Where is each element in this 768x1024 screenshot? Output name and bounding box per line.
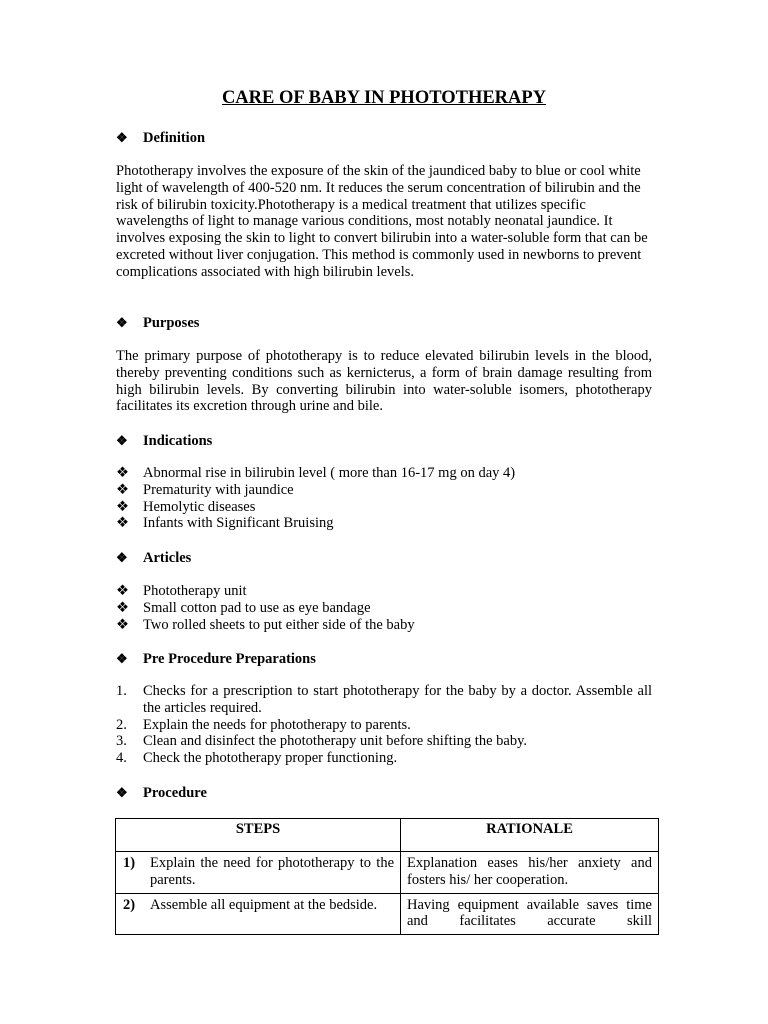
- diamond-bullet-icon: ❖: [116, 616, 129, 633]
- step-number: 1): [123, 855, 136, 871]
- list-item: 3. Clean and disinfect the phototherapy unit before shifting the baby.: [116, 733, 528, 750]
- list-item: ❖ Hemolytic diseases: [116, 498, 256, 515]
- section-heading-pre-procedure: [116, 650, 316, 668]
- list-item: 4. Check the phototherapy proper functioning.: [116, 750, 398, 767]
- list-item: 2. Explain the needs for phototherapy to parents.: [116, 716, 411, 733]
- heading-text: Procedure: [143, 785, 207, 801]
- diamond-bullet-icon: ❖: [116, 130, 128, 145]
- diamond-bullet-icon: ❖: [116, 515, 129, 532]
- section-heading-definition: [116, 129, 205, 147]
- list-number: 3.: [116, 733, 127, 750]
- step-text: Explain the need for phototherapy to the parents.: [150, 855, 394, 888]
- rationale-cell: Explanation eases his/her anxiety and fosters his/ her cooperation.: [401, 852, 659, 894]
- table-row: [116, 852, 659, 894]
- list-item: ❖ Phototherapy unit: [116, 583, 247, 599]
- diamond-bullet-icon: ❖: [116, 785, 128, 800]
- diamond-bullet-icon: ❖: [116, 315, 128, 330]
- step-number: 2): [123, 896, 136, 913]
- heading-text: Articles: [143, 550, 192, 566]
- diamond-bullet-icon: ❖: [116, 465, 129, 481]
- purposes-paragraph: The primary purpose of phototherapy is to reduce elevated bilirubin levels in the blood, thereby preventing conditions such as kernicterus, a form of brain damage resulting from high bilirubin levels. By converting bilirubin into water-soluble isomers, phototherapy facilitates its excretion through urine and bile.: [116, 348, 652, 415]
- heading-text: Pre Procedure Preparations: [143, 651, 316, 667]
- list-item: ❖ Two rolled sheets to put either side of the baby: [116, 616, 415, 633]
- indications-list: [116, 465, 652, 532]
- diamond-bullet-icon: ❖: [116, 583, 129, 599]
- list-item: ❖ Infants with Significant Bruising: [116, 515, 334, 532]
- column-header-steps: STEPS: [116, 819, 401, 852]
- diamond-bullet-icon: ❖: [116, 433, 128, 448]
- list-item: ❖ Abnormal rise in bilirubin level ( more than 16-17 mg on day 4): [116, 465, 516, 481]
- step-cell: [116, 852, 401, 894]
- heading-text: Indications: [143, 433, 213, 449]
- diamond-bullet-icon: ❖: [116, 599, 129, 616]
- section-heading-procedure: [116, 784, 207, 802]
- list-item: ❖ Small cotton pad to use as eye bandage: [116, 599, 371, 616]
- list-item: ❖ Prematurity with jaundice: [116, 481, 294, 498]
- list-number: 2.: [116, 716, 127, 733]
- diamond-bullet-icon: ❖: [116, 498, 129, 515]
- table-row: [116, 893, 659, 935]
- list-number: 1.: [116, 683, 127, 699]
- diamond-bullet-icon: ❖: [116, 651, 128, 666]
- heading-text: Definition: [143, 130, 206, 146]
- column-header-rationale: RATIONALE: [401, 819, 659, 852]
- list-number: 4.: [116, 750, 127, 767]
- definition-paragraph: Phototherapy involves the exposure of the skin of the jaundiced baby to blue or cool white light of wavelength of 400-520 nm. It reduces the serum concentration of bilirubin and the risk of bilirubin toxicity.Phototherapy is a medical treatment that utilizes specific wavelengths of light to manage various conditions, most notably neonatal jaundice. It involves exposing the skin to light to convert bilirubin into a water-soluble form that can be excreted without liver conjugation. This method is commonly used in newborns to prevent complications associated with high bilirubin levels.: [116, 163, 648, 280]
- heading-text: Purposes: [143, 315, 200, 331]
- articles-list: [116, 583, 652, 633]
- step-text: Assemble all equipment at the bedside.: [150, 896, 378, 913]
- diamond-bullet-icon: ❖: [116, 550, 128, 565]
- section-heading-articles: [116, 549, 191, 567]
- table-header-row: [116, 819, 659, 852]
- pre-procedure-list: [116, 683, 652, 767]
- section-heading-purposes: [116, 314, 199, 332]
- section-heading-indications: [116, 432, 212, 450]
- procedure-table: [115, 818, 659, 935]
- step-cell: [116, 893, 401, 935]
- diamond-bullet-icon: ❖: [116, 481, 129, 498]
- page-title: CARE OF BABY IN PHOTOTHERAPY: [221, 88, 547, 108]
- rationale-cell: Having equipment available saves time and facilitates accurate skill: [401, 893, 659, 935]
- list-item: 1. Checks for a prescription to start phototherapy for the baby by a doctor. Assemble all the articles required.: [116, 683, 652, 716]
